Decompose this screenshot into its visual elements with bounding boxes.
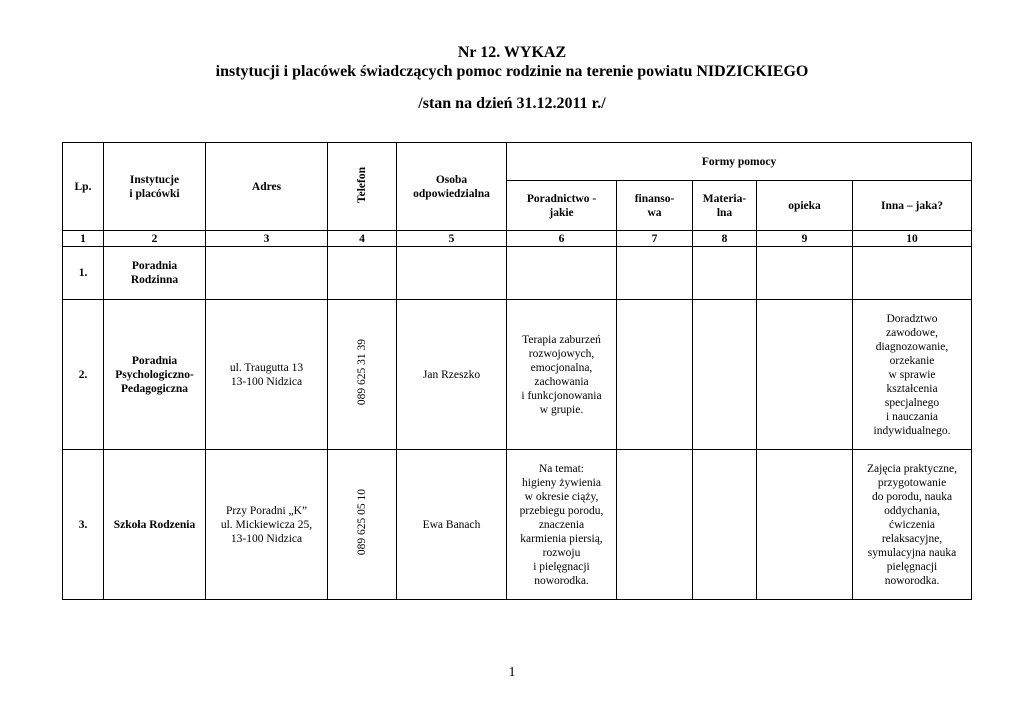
row-phone xyxy=(328,300,397,450)
row-care xyxy=(757,450,853,600)
row-other: Zajęcia praktyczne, przygotowanie do porodu, nauka oddychania, ćwiczenia relaksacyjne, symulacyjna nauka pielęgnacji noworodka. xyxy=(853,450,972,600)
header-material: Materia- lna xyxy=(693,181,757,231)
header-care: opieka xyxy=(757,181,853,231)
table-row xyxy=(63,300,972,450)
header-forms: Formy pomocy xyxy=(507,143,972,181)
document-subtitle: instytucji i placówek świadczących pomoc rodzinie na terenie powiatu NIDZICKIEGO xyxy=(215,63,809,80)
row-institution: Szkoła Rodzenia xyxy=(104,450,206,600)
column-numbers-row xyxy=(63,231,972,247)
table-row xyxy=(63,450,972,600)
row-other xyxy=(853,247,972,300)
row-phone-text: 089 625 05 10 xyxy=(356,489,368,556)
row-address: ul. Traugutta 13 13-100 Nidzica xyxy=(206,300,328,450)
row-person: Ewa Banach xyxy=(397,450,507,600)
row-financial xyxy=(617,247,693,300)
header-person: Osoba odpowiedzialna xyxy=(397,143,507,231)
document-title: Nr 12. WYKAZ xyxy=(457,44,567,61)
row-lp: 1. xyxy=(63,247,104,300)
row-financial xyxy=(617,450,693,600)
header-other: Inna – jaka? xyxy=(853,181,972,231)
column-number: 1 xyxy=(63,231,104,247)
row-care xyxy=(757,247,853,300)
column-number: 5 xyxy=(397,231,507,247)
header-phone-label: Telefon xyxy=(356,166,368,203)
page-number: 1 xyxy=(508,665,516,680)
header-phone xyxy=(328,143,397,231)
document-date: /stan na dzień 31.12.2011 r./ xyxy=(418,95,606,112)
column-number: 10 xyxy=(853,231,972,247)
row-person xyxy=(397,247,507,300)
row-other: Doradztwo zawodowe, diagnozowanie, orzekanie w sprawie kształcenia specjalnego i nauczania indywidualnego. xyxy=(853,300,972,450)
row-institution: Poradnia Rodzinna xyxy=(104,247,206,300)
row-counseling: Terapia zaburzeń rozwojowych, emocjonalna, zachowania i funkcjonowania w grupie. xyxy=(507,300,617,450)
row-phone-text: 089 625 31 39 xyxy=(356,339,368,406)
column-number: 3 xyxy=(206,231,328,247)
row-institution: Poradnia Psychologiczno- Pedagogiczna xyxy=(104,300,206,450)
table-row xyxy=(63,247,972,300)
row-phone xyxy=(328,450,397,600)
row-counseling xyxy=(507,247,617,300)
row-financial xyxy=(617,300,693,450)
column-number: 4 xyxy=(328,231,397,247)
row-material xyxy=(693,450,757,600)
header-counseling: Poradnictwo - jakie xyxy=(507,181,617,231)
header-lp: Lp. xyxy=(63,143,104,231)
row-lp: 3. xyxy=(63,450,104,600)
header-institution: Instytucje i placówki xyxy=(104,143,206,231)
row-care xyxy=(757,300,853,450)
column-number: 8 xyxy=(693,231,757,247)
row-material xyxy=(693,247,757,300)
column-number: 2 xyxy=(104,231,206,247)
column-number: 6 xyxy=(507,231,617,247)
column-number: 7 xyxy=(617,231,693,247)
institutions-table xyxy=(62,142,972,600)
column-number: 9 xyxy=(757,231,853,247)
header-financial: finanso- wa xyxy=(617,181,693,231)
row-phone xyxy=(328,247,397,300)
row-lp: 2. xyxy=(63,300,104,450)
row-person: Jan Rzeszko xyxy=(397,300,507,450)
row-address: Przy Poradni „K” ul. Mickiewicza 25, 13-100 Nidzica xyxy=(206,450,328,600)
row-material xyxy=(693,300,757,450)
header-address: Adres xyxy=(206,143,328,231)
row-address xyxy=(206,247,328,300)
row-counseling: Na temat: higieny żywienia w okresie ciąży, przebiegu porodu, znaczenia karmienia piersią, rozwoju i pielęgnacji noworodka. xyxy=(507,450,617,600)
